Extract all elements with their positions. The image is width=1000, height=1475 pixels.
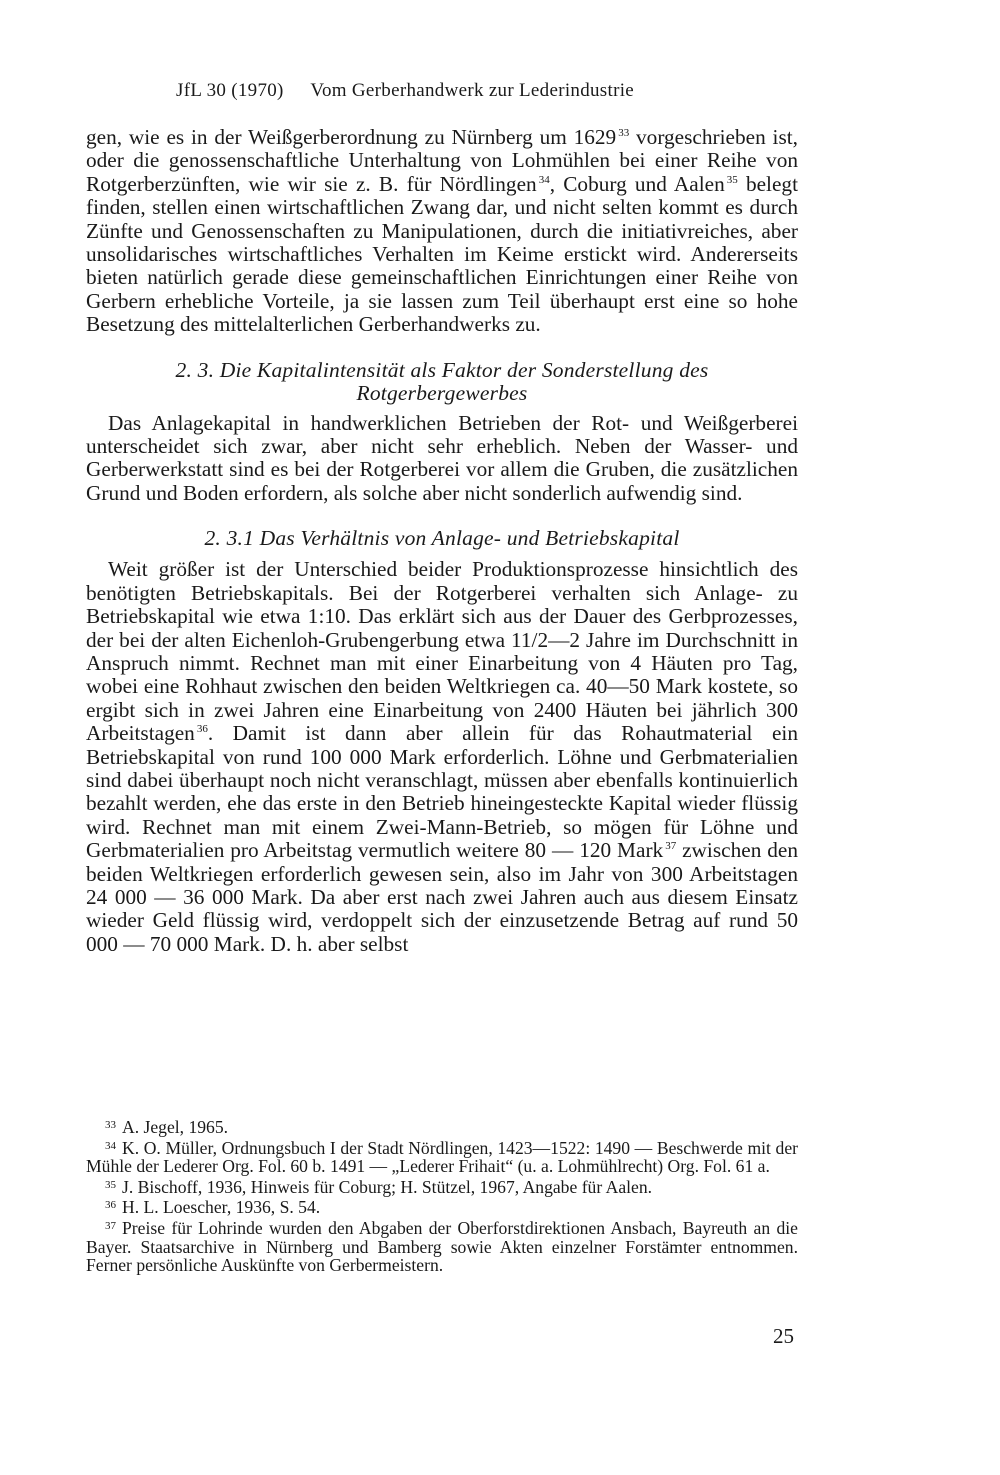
section-heading-line-2: Rotgerbergewerbes xyxy=(356,380,528,405)
paragraph-text: vorgeschrieben ist, oder die genossenschaftliche Unterhaltung von Lohmühlen bei einer Reihe von Rotgerberzünften, wie wir sie z. B. für Nördlingen xyxy=(86,125,798,196)
footnote-number: 33 xyxy=(105,1119,116,1131)
section-heading-2-3 xyxy=(86,359,798,405)
paragraph-text: gen, wie es in der Weißgerberordnung zu Nürnberg um 1629 xyxy=(86,125,617,149)
journal-reference: JfL 30 (1970) xyxy=(176,80,284,101)
main-text xyxy=(86,126,798,956)
footnote-number: 37 xyxy=(105,1219,116,1232)
fraction: 1/2 xyxy=(520,627,549,652)
footnote-37 xyxy=(86,1217,798,1275)
footnote-ref-35: 35 xyxy=(726,173,738,186)
paragraph-text: zwischen den beiden Weltkriegen erforderlich gewesen sein, also im Jahr von 300 Arbeitstagen 24 000 — 36 000 Mark. Da aber erst nach zwei Jahren auch aus diesem Einsatz wieder Geld flüssig wird, verdoppelt sich der einzusetzende Betrag auf rund 50 000 — 70 000 Mark. D. h. aber selbst xyxy=(86,838,799,956)
paragraph-continuation xyxy=(86,126,798,337)
section-heading-2-3-1: 2. 3.1 Das Verhältnis von Anlage- und Betriebskapital xyxy=(204,526,680,551)
footnote-ref-37: 37 xyxy=(665,840,677,853)
section-heading-line-1: 2. 3. Die Kapitalintensität als Faktor der Sonderstellung des xyxy=(175,357,709,382)
footnote-text: A. Jegel, 1965. xyxy=(122,1117,229,1137)
running-title: Vom Gerberhandwerk zur Lederindustrie xyxy=(310,80,635,101)
paragraph-text: . Damit ist dann aber allein für das Rohautmaterial ein Betriebskapital von rund 100 000 Mark erforderlich. Löhne und Gerbmaterialien sind dabei überhaupt noch nicht veranschlagt, müssen aber ebenfalls kontinuierlich bezahlt werden, ehe das erste in den Betrieb hineingesteckte Kapital wieder flüssig wird. Rechnet man mit einem Zwei-Mann-Betrieb, so mögen für Löhne und Gerbmaterialien pro Arbeitstag vermutlich weitere 80 — 120 Mark xyxy=(86,721,798,863)
paragraph-text: Weit größer ist der Unterschied beider Produktionsprozesse hinsichtlich des benötigten Betriebskapitals. Bei der Rotgerberei verhalten sich Anlage- zu Betriebskapital wie etwa 1:10. Das erklärt sich aus der Dauer des Gerbprozesses, der bei der alten Eichenloh-Grubengerbung etwa 1 xyxy=(86,557,798,652)
running-head xyxy=(176,80,634,102)
footnote-ref-34: 34 xyxy=(538,173,550,186)
page-number: 25 xyxy=(773,1324,794,1348)
footnote-ref-36: 36 xyxy=(196,723,208,736)
footnotes xyxy=(86,1116,798,1275)
footnote-35 xyxy=(86,1176,798,1197)
footnote-33 xyxy=(86,1116,798,1137)
footnote-36 xyxy=(86,1196,798,1217)
footnote-text: H. L. Loescher, 1936, S. 54. xyxy=(122,1197,321,1218)
footnote-ref-33: 33 xyxy=(618,127,630,139)
footnote-number: 36 xyxy=(105,1199,116,1212)
footnote-text: K. O. Müller, Ordnungsbuch I der Stadt Nördlingen, 1423—1522: 1490 — Beschwerde mit der Mühle der Lederer Org. Fol. 60 b. 1491 — „Lederer Frihait“ (u. a. Lohmühlrecht) Org. Fol. 61 a. xyxy=(86,1137,798,1177)
footnote-number: 34 xyxy=(105,1139,116,1152)
section-2-3-1-text xyxy=(86,558,798,956)
paragraph-text: belegt finden, stellen einen wirtschaftlichen Zwang dar, und nicht selten kommt es durch Zünfte und Genossenschaften zu Manipulationen, durch die initiativreiches, aber unsolidarisches wirtschaftliches Verhalten im Keime erstickt wird. Andererseits bieten natürlich gerade diese gemeinschaftlichen Einrichtungen einer Reihe von Gerbern erhebliche Vorteile, ja sie lassen zum Teil überhaupt erst eine so hohe Besetzung des mittelalterlichen Gerberhandwerks zu. xyxy=(86,171,798,337)
section-2-3-text: Das Anlagekapital in handwerklichen Betrieben der Rot- und Weißgerberei unterscheidet sich zwar, aber nicht sehr erheblich. Neben der Wasser- und Gerberwerkstatt sind es bei der Rotgerberei vor allem die Gruben, die zusätzlichen Grund und Boden erfordern, als solche aber nicht sonderlich aufwendig sind. xyxy=(86,410,798,505)
footnote-34 xyxy=(86,1137,798,1176)
footnote-text: J. Bischoff, 1936, Hinweis für Coburg; H. Stützel, 1967, Angabe für Aalen. xyxy=(122,1176,653,1197)
paragraph-text: , Coburg und Aalen xyxy=(549,171,725,196)
footnote-text: Preise für Lohrinde wurden den Abgaben der Oberforstdirektionen Ansbach, Bayreuth an die Bayer. Staatsarchive in Nürnberg und Bamberg sowie Akten einzelner Forstämter entnommen. Ferner persönliche Auskünfte von Gerbermeistern. xyxy=(86,1217,798,1276)
paragraph-text: —2 Jahre im Durchschnitt in Anspruch nimmt. Rechnet man mit einer Einarbeitung von 4 Häuten pro Tag, wobei eine Rohhaut zwischen den beiden Weltkriegen ca. 40—50 Mark kostete, so ergibt sich in zwei Jahren eine Einarbeitung von 2400 Häuten bei jährlich 300 Arbeitstagen xyxy=(86,627,799,746)
footnote-number: 35 xyxy=(105,1178,116,1191)
